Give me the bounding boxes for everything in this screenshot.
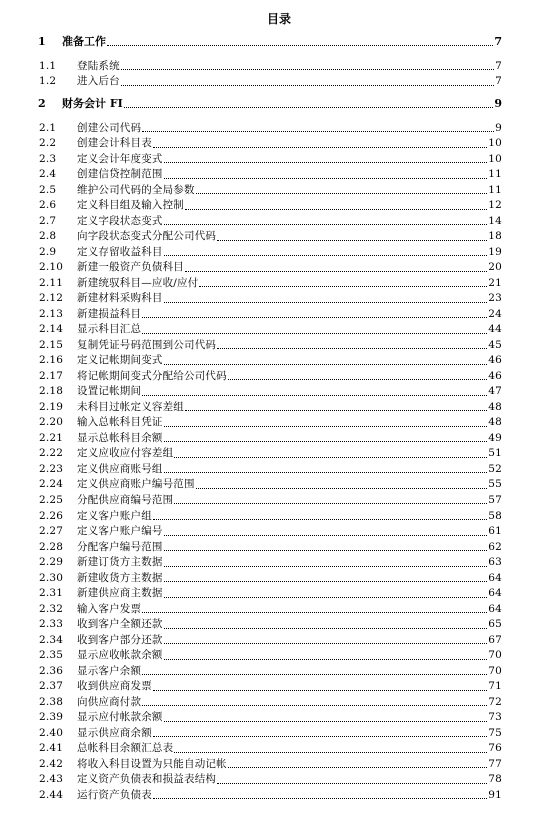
dot-leader — [142, 705, 487, 706]
toc-page-number: 63 — [488, 556, 502, 569]
toc-section-entry[interactable] — [0, 756, 558, 769]
dot-leader — [164, 550, 487, 551]
toc-section-entry[interactable] — [0, 586, 558, 599]
toc-section-entry[interactable] — [0, 198, 558, 211]
toc-section-number: 2.25 — [39, 493, 64, 506]
toc-section-entry[interactable] — [0, 322, 558, 335]
toc-section-title: 总帐科目余额汇总表 — [77, 742, 174, 755]
dot-leader — [228, 767, 487, 768]
toc-section-entry[interactable] — [0, 524, 558, 537]
toc-section-title: 定义会计年度变式 — [77, 152, 163, 165]
toc-section-number: 2.22 — [39, 447, 64, 460]
toc-section-title: 向供应商付款 — [77, 695, 142, 708]
toc-section-title: 显示科目汇总 — [77, 323, 142, 336]
toc-section-entry[interactable] — [0, 368, 558, 381]
toc-section-entry[interactable] — [0, 632, 558, 645]
toc-section-entry[interactable] — [0, 539, 558, 552]
toc-section-number: 2.41 — [39, 742, 64, 755]
dot-leader — [121, 85, 494, 86]
dot-leader — [164, 162, 487, 163]
toc-page-number: 44 — [488, 323, 502, 336]
toc-section-number: 2.43 — [39, 773, 64, 786]
toc-section-title: 输入总帐科目凭证 — [77, 416, 163, 429]
dot-leader — [164, 302, 487, 303]
toc-section-number: 2.13 — [39, 307, 64, 320]
toc-section-title: 复制凭证号码范围到公司代码 — [77, 338, 217, 351]
toc-section-number: 2.26 — [39, 509, 64, 522]
dot-leader — [164, 535, 487, 536]
toc-page-number: 21 — [488, 276, 502, 289]
toc-page-number: 24 — [488, 307, 502, 320]
dot-leader — [153, 690, 487, 691]
toc-section-title: 定义记帐期间变式 — [77, 354, 163, 367]
dot-leader — [142, 612, 487, 613]
toc-section-number: 2.29 — [39, 556, 64, 569]
toc-section-number: 2.28 — [39, 540, 64, 553]
toc-page-number: 70 — [488, 664, 502, 677]
toc-section-number: 2.40 — [39, 726, 64, 739]
toc-page-number: 78 — [488, 773, 502, 786]
toc-section-number: 2.20 — [39, 416, 64, 429]
toc-section-number: 2.9 — [39, 245, 57, 258]
toc-page-number: 76 — [488, 742, 502, 755]
toc-title: 目录 — [266, 12, 291, 26]
toc-page-number: 49 — [488, 431, 502, 444]
toc-page-number: 48 — [488, 416, 502, 429]
toc-section-number: 2.27 — [39, 525, 64, 538]
toc-section-title: 向字段状态变式分配公司代码 — [77, 230, 217, 243]
toc-section-entry[interactable] — [0, 570, 558, 583]
dot-leader — [217, 783, 487, 784]
toc-section-title: 定义资产负债表和损益表结构 — [77, 773, 217, 786]
toc-section-number: 2.14 — [39, 323, 64, 336]
toc-page-number: 67 — [488, 633, 502, 646]
toc-section-title: 定义科目组及输入控制 — [77, 199, 184, 212]
toc-page-number: 19 — [488, 245, 502, 258]
dot-leader — [164, 224, 487, 225]
toc-section-title: 定义存留收益科目 — [77, 245, 163, 258]
toc-section-title: 显示应收帐款余额 — [77, 649, 163, 662]
toc-chapter-number: 1 — [38, 35, 46, 48]
toc-section-number: 2.8 — [39, 230, 57, 243]
dot-leader — [142, 395, 487, 396]
toc-section-title: 未科目过帐定义容差组 — [77, 400, 184, 413]
dot-leader — [164, 721, 487, 722]
dot-leader — [164, 364, 487, 365]
toc-section-entry[interactable] — [0, 353, 558, 366]
toc-section-number: 2.16 — [39, 354, 64, 367]
toc-section-title: 创建信贷控制范围 — [77, 168, 163, 181]
toc-page-number: 45 — [488, 338, 502, 351]
dot-leader — [228, 379, 487, 380]
dot-leader — [164, 659, 487, 660]
toc-section-title: 登陆系统 — [77, 59, 120, 72]
toc-section-entry[interactable] — [0, 663, 558, 676]
dot-leader — [142, 674, 487, 675]
toc-page-number: 14 — [488, 214, 502, 227]
toc-section-title: 显示应付帐款余额 — [77, 711, 163, 724]
dot-leader — [142, 317, 487, 318]
dot-leader — [142, 333, 487, 334]
toc-section-number: 2.2 — [39, 137, 57, 150]
toc-page-number: 12 — [488, 199, 502, 212]
toc-page-number: 9 — [495, 121, 502, 134]
toc-section-number: 2.38 — [39, 695, 64, 708]
toc-section-title: 显示总帐科目余额 — [77, 431, 163, 444]
toc-page-number: 65 — [488, 618, 502, 631]
toc-section-number: 2.11 — [39, 276, 64, 289]
toc-section-entry[interactable] — [0, 694, 558, 707]
toc-section-entry[interactable] — [0, 182, 558, 195]
toc-section-number: 2.23 — [39, 462, 64, 475]
toc-page-number: 70 — [488, 649, 502, 662]
toc-page-number: 52 — [488, 462, 502, 475]
toc-section-title: 新建一般资产负债科目 — [77, 261, 184, 274]
toc-section-title: 维护公司代码的全局参数 — [77, 183, 195, 196]
toc-section-number: 2.21 — [39, 431, 64, 444]
toc-section-entry[interactable] — [0, 477, 558, 490]
toc-section-entry[interactable] — [0, 213, 558, 226]
toc-section-entry[interactable] — [0, 229, 558, 242]
toc-section-number: 2.34 — [39, 633, 64, 646]
dot-leader — [174, 752, 487, 753]
toc-section-title: 分配供应商编号范围 — [77, 493, 174, 506]
toc-page-number: 61 — [488, 525, 502, 538]
toc-section-number: 2.1 — [39, 121, 57, 134]
toc-chapter-entry[interactable] — [0, 33, 558, 47]
toc-section-title: 新建供应商主数据 — [77, 587, 163, 600]
toc-section-entry[interactable] — [0, 461, 558, 474]
toc-page-number: 48 — [488, 400, 502, 413]
dot-leader — [217, 240, 487, 241]
toc-page-number: 10 — [488, 152, 502, 165]
toc-section-entry[interactable] — [0, 430, 558, 443]
toc-page-number: 10 — [488, 137, 502, 150]
toc-page-number: 58 — [488, 509, 502, 522]
toc-section-number: 2.35 — [39, 649, 64, 662]
toc-section-entry[interactable] — [0, 446, 558, 459]
toc-section-entry[interactable] — [0, 74, 558, 87]
toc-section-number: 2.30 — [39, 571, 64, 584]
dot-leader — [164, 628, 487, 629]
toc-section-number: 2.7 — [39, 214, 57, 227]
dot-leader — [121, 69, 494, 70]
toc-section-number: 2.3 — [39, 152, 57, 165]
toc-page-number: 46 — [488, 354, 502, 367]
toc-section-entry[interactable] — [0, 260, 558, 273]
toc-section-title: 进入后台 — [77, 75, 120, 88]
toc-section-entry[interactable] — [0, 275, 558, 288]
toc-section-entry[interactable] — [0, 244, 558, 257]
toc-section-entry[interactable] — [0, 787, 558, 800]
toc-chapter-title: 财务会计 FI — [62, 97, 123, 110]
toc-page-number: 73 — [488, 711, 502, 724]
toc-page-number: 62 — [488, 540, 502, 553]
toc-section-title: 新建收货方主数据 — [77, 571, 163, 584]
toc-section-entry[interactable] — [0, 601, 558, 614]
toc-page-number: 11 — [488, 168, 502, 181]
dot-leader — [107, 45, 493, 46]
toc-section-title: 新建材料采购科目 — [77, 292, 163, 305]
toc-page-number: 46 — [488, 369, 502, 382]
toc-section-number: 2.44 — [39, 788, 64, 801]
toc-section-entry[interactable] — [0, 508, 558, 521]
dot-leader — [164, 581, 487, 582]
toc-section-entry[interactable] — [0, 725, 558, 738]
toc-section-number: 2.19 — [39, 400, 64, 413]
toc-section-title: 设置记帐期间 — [77, 385, 142, 398]
dot-leader — [185, 209, 487, 210]
dot-leader — [199, 286, 487, 287]
dot-leader — [164, 441, 487, 442]
dot-leader — [196, 488, 487, 489]
toc-section-entry[interactable] — [0, 167, 558, 180]
toc-section-number: 2.4 — [39, 168, 57, 181]
toc-section-number: 1.1 — [39, 59, 57, 72]
toc-chapter-title: 准备工作 — [62, 35, 106, 48]
dot-leader — [164, 426, 487, 427]
toc-page-number: 55 — [488, 478, 502, 491]
toc-section-number: 2.10 — [39, 261, 64, 274]
toc-section-entry[interactable] — [0, 492, 558, 505]
dot-leader — [164, 643, 487, 644]
toc-section-title: 收到客户全额还款 — [77, 618, 163, 631]
toc-page-number: 11 — [488, 183, 502, 196]
toc-section-entry[interactable] — [0, 772, 558, 785]
toc-section-title: 新建订货方主数据 — [77, 556, 163, 569]
dot-leader — [142, 131, 494, 132]
toc-chapter-entry[interactable] — [0, 95, 558, 109]
toc-section-number: 2.5 — [39, 183, 57, 196]
dot-leader — [164, 597, 487, 598]
toc-section-title: 分配客户编号范围 — [77, 540, 163, 553]
dot-leader — [164, 472, 487, 473]
toc-page-number: 91 — [488, 788, 502, 801]
toc-page-number: 64 — [488, 587, 502, 600]
toc-section-title: 收到供应商发票 — [77, 680, 152, 693]
toc-section-title: 创建公司代码 — [77, 121, 142, 134]
toc-chapter-number: 2 — [38, 97, 46, 110]
toc-section-number: 2.24 — [39, 478, 64, 491]
toc-section-title: 运行资产负债表 — [77, 788, 152, 801]
toc-section-number: 2.18 — [39, 385, 64, 398]
dot-leader — [164, 178, 487, 179]
dot-leader — [153, 736, 487, 737]
toc-section-title: 定义客户账户组 — [77, 509, 152, 522]
dot-leader — [153, 798, 487, 799]
toc-page-number: 20 — [488, 261, 502, 274]
toc-page-number: 47 — [488, 385, 502, 398]
toc-section-number: 2.17 — [39, 369, 64, 382]
toc-page-number: 7 — [494, 35, 502, 48]
toc-section-number: 2.39 — [39, 711, 64, 724]
toc-page-number: 64 — [488, 571, 502, 584]
toc-page-number: 71 — [488, 680, 502, 693]
dot-leader — [185, 410, 487, 411]
toc-section-title: 新建损益科目 — [77, 307, 142, 320]
toc-section-number: 2.12 — [39, 292, 64, 305]
toc-page-number: 75 — [488, 726, 502, 739]
dot-leader — [164, 566, 487, 567]
toc-section-number: 2.15 — [39, 338, 64, 351]
toc-section-number: 2.6 — [39, 199, 57, 212]
toc-section-number: 2.42 — [39, 757, 64, 770]
dot-leader — [164, 255, 487, 256]
toc-section-entry[interactable] — [0, 399, 558, 412]
toc-section-title: 新建统驭科目—应收/应付 — [77, 276, 199, 289]
dot-leader — [217, 348, 487, 349]
toc-section-number: 2.33 — [39, 618, 64, 631]
toc-section-entry[interactable] — [0, 306, 558, 319]
toc-page-number: 64 — [488, 602, 502, 615]
toc-section-entry[interactable] — [0, 120, 558, 133]
toc-page-number: 72 — [488, 695, 502, 708]
toc-section-title: 定义应收应付容差组 — [77, 447, 174, 460]
toc-section-number: 2.31 — [39, 587, 64, 600]
toc-page-number: 9 — [494, 97, 502, 110]
toc-section-title: 定义供应商账号组 — [77, 462, 163, 475]
toc-section-entry[interactable] — [0, 337, 558, 350]
toc-section-entry[interactable] — [0, 617, 558, 630]
toc-section-entry[interactable] — [0, 136, 558, 149]
dot-leader — [153, 147, 487, 148]
toc-page-number: 23 — [488, 292, 502, 305]
toc-section-entry[interactable] — [0, 151, 558, 164]
toc-section-entry[interactable] — [0, 415, 558, 428]
toc-section-number: 1.2 — [39, 75, 57, 88]
toc-page-number: 57 — [488, 493, 502, 506]
toc-section-title: 将收入科目设置为只能自动记帐 — [77, 757, 227, 770]
toc-page-number: 51 — [488, 447, 502, 460]
toc-page-number: 77 — [488, 757, 502, 770]
toc-section-title: 显示客户余额 — [77, 664, 142, 677]
toc-section-entry[interactable] — [0, 710, 558, 723]
toc-section-title: 输入客户发票 — [77, 602, 142, 615]
toc-section-number: 2.37 — [39, 680, 64, 693]
dot-leader — [153, 519, 487, 520]
toc-section-entry[interactable] — [0, 555, 558, 568]
dot-leader — [124, 107, 493, 108]
toc-section-title: 定义供应商账户编号范围 — [77, 478, 195, 491]
toc-section-title: 收到客户部分还款 — [77, 633, 163, 646]
toc-section-entry[interactable] — [0, 648, 558, 661]
toc-section-entry[interactable] — [0, 741, 558, 754]
toc-section-title: 显示供应商余额 — [77, 726, 152, 739]
dot-leader — [185, 271, 487, 272]
dot-leader — [196, 193, 487, 194]
toc-section-title: 创建会计科目表 — [77, 137, 152, 150]
toc-section-title: 定义字段状态变式 — [77, 214, 163, 227]
toc-section-entry[interactable] — [0, 679, 558, 692]
toc-section-number: 2.32 — [39, 602, 64, 615]
toc-section-entry[interactable] — [0, 291, 558, 304]
toc-page-number: 7 — [495, 59, 502, 72]
toc-page-number: 18 — [488, 230, 502, 243]
toc-section-title: 定义客户账户编号 — [77, 525, 163, 538]
toc-section-entry[interactable] — [0, 58, 558, 71]
toc-section-number: 2.36 — [39, 664, 64, 677]
toc-section-title: 将记帐期间变式分配给公司代码 — [77, 369, 227, 382]
toc-section-entry[interactable] — [0, 384, 558, 397]
toc-page-number: 7 — [495, 75, 502, 88]
dot-leader — [174, 503, 487, 504]
dot-leader — [174, 457, 487, 458]
